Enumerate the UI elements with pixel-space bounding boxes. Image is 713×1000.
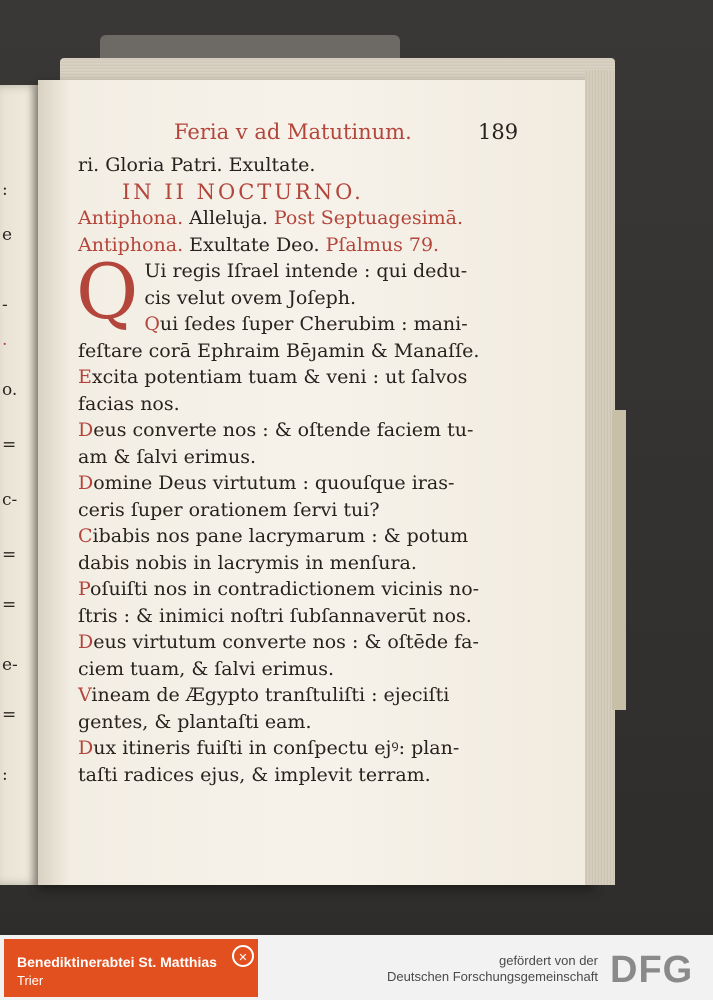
antiphon-text: Alleluja. <box>183 207 274 229</box>
verse-initial: D <box>78 631 94 653</box>
funding-note <box>387 953 598 985</box>
verse-initial: D <box>78 419 94 441</box>
section-heading: IN II NOCTURNO. <box>122 179 364 204</box>
dfg-logo[interactable]: DFG <box>610 949 694 991</box>
left-page-fragment: = <box>2 705 17 725</box>
antiphon-line <box>78 205 518 232</box>
left-page-fragment: . <box>2 330 8 350</box>
text-line: am & ſalvi erimus. <box>78 445 257 468</box>
text-line: cis velut ovem Joſeph. <box>144 286 357 309</box>
left-page-fragment: = <box>2 435 17 455</box>
verse-line <box>78 523 518 550</box>
text-line: ceris ſuper orationem ſervi tui? <box>78 498 380 521</box>
left-page-fragment: e <box>2 225 13 245</box>
text-line: ri. Gloria Patri. Exultate. <box>78 154 316 176</box>
page-number: 189 <box>478 120 519 144</box>
text-line: ciem tuam, & ſalvi erimus. <box>78 657 334 680</box>
verse-line <box>78 364 518 391</box>
verse-text: eus virtutum converte nos : & oſtēde fa- <box>93 631 479 653</box>
rubric: Antiphona. <box>78 207 184 229</box>
left-page-fragment: - <box>2 295 8 315</box>
page-text <box>78 118 518 788</box>
verse-text: ineam de Ægypto tranſtuliſti : ejeciſti <box>91 684 450 706</box>
antiphon-line <box>78 232 518 259</box>
verse-line <box>78 311 518 338</box>
rubric: Antiphona. <box>78 233 184 256</box>
previous-page-edge <box>0 85 40 885</box>
text-line: taſti radices ejus, & implevit terram. <box>78 763 431 786</box>
verse-line <box>78 629 518 656</box>
left-page-fragment: o. <box>2 380 18 400</box>
funding-line: gefördert von der <box>498 953 598 968</box>
left-page-fragment: e- <box>2 655 18 675</box>
verse-initial: V <box>78 684 92 706</box>
institution-link[interactable] <box>4 939 258 997</box>
verse-text: xcita potentiam tuam & veni : ut ſalvos <box>91 366 468 388</box>
verse-initial: Q <box>144 313 160 335</box>
left-page-fragment: = <box>2 545 17 565</box>
footer-bar <box>0 935 713 1000</box>
verse-text: ui ſedes ſuper Cherubim : mani- <box>159 313 468 335</box>
verse-line <box>78 576 518 603</box>
left-page-fragment: c- <box>2 490 18 510</box>
left-page-fragment: : <box>2 765 8 785</box>
rubric: Pſalmus 79. <box>325 233 440 256</box>
verse-text: ibabis nos pane lacrymarum : & potum <box>92 525 469 547</box>
text-line: feſtare corā Ephraim Bēȷamin & Manaſſe. <box>78 339 480 362</box>
funding-line: Deutschen Forschungsgemeinschaft <box>386 969 598 984</box>
verse-line <box>78 417 518 444</box>
verse-initial: D <box>78 472 94 494</box>
text-line: ſtris : & inimici noſtri ſubſannaverūt nos. <box>78 604 472 627</box>
text-line: Ui regis Iſrael intende : qui dedu- <box>144 260 468 282</box>
page-edges-right <box>585 70 615 885</box>
verse-initial: C <box>78 525 93 547</box>
running-title: Feria v ad Matutinum. <box>174 120 412 144</box>
verse-line <box>78 682 518 709</box>
verse-text: oſuiſti nos in contradictionem vicinis no- <box>90 578 480 600</box>
institution-name: Benediktinerabtei St. Matthias <box>17 954 217 970</box>
verse-line <box>78 470 518 497</box>
text-line: gentes, & plantaſti eam. <box>78 710 312 733</box>
rubric: Post Septuagesimā. <box>273 207 464 229</box>
text-line: facias nos. <box>78 392 180 415</box>
text-line: dabis nobis in lacrymis in menſura. <box>78 551 417 574</box>
verse-text: eus converte nos : & oſtende faciem tu- <box>93 419 474 441</box>
page-header <box>78 118 518 152</box>
drop-cap-initial: Q <box>76 247 139 336</box>
verse-initial: P <box>78 578 91 600</box>
page-tab <box>612 410 626 710</box>
psalm-opening <box>76 247 518 338</box>
abbey-logo-icon: ✕ <box>232 945 254 967</box>
left-page-fragment: = <box>2 595 17 615</box>
verse-line <box>78 735 518 762</box>
left-page-fragment: : <box>2 180 8 200</box>
institution-city: Trier <box>17 973 44 988</box>
verse-text: omine Deus virtutum : quouſque iras- <box>93 472 455 494</box>
antiphon-text: Exultate Deo. <box>183 233 326 256</box>
verse-initial: D <box>78 737 94 759</box>
verse-initial: E <box>78 366 92 388</box>
verse-text: ux itineris fuiſti in conſpectu ejꝰ: plan- <box>93 737 460 759</box>
